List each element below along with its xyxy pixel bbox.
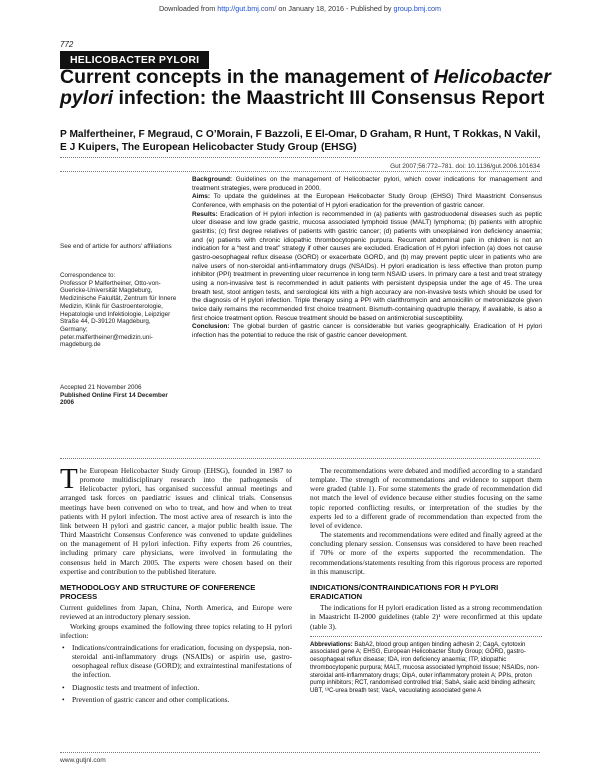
- abstract: [192, 176, 542, 340]
- article-title: [60, 67, 560, 109]
- banner-prefix: Downloaded from: [158, 4, 218, 13]
- section-heading: METHODOLOGY AND STRUCTURE OF CONFERENCE PROCESS: [60, 582, 256, 602]
- drop-cap: T: [60, 463, 78, 495]
- intro-text: he European Helicobacter Study Group (EHSG), founded in 1987 to promote multidisciplinary research into the pathogenesis of Helicobacter pylori, has organised successful annual meetings and arranged task forces on paediatric issues and clinical trials. Consensus meetings have been convened on who to treat, and how and when to treat patients with H pylori infection. The most active area of research is into the link between H pylori and gastric cancer, a major public health issue. The Third Maastricht Consensus Conference was convened to update guidelines on the management of H pylori infection. Fifty experts from 26 countries, including primary care physicians, were involved in formulating the consensus held in March 2005. The experts were chosen based on their expertise and contribution to the published literature.: [60, 466, 292, 576]
- publication-dates: [60, 384, 178, 407]
- paragraph: The recommendations were debated and modified according to a standard template. The strength of recommendations and evidence to support them were graded (table 1). For some statements the grade of recommendation did not match the level of evidence because either studies focusing on the same topic reported conflicting results, or interpretation of the studies by the experts led to a different grade of recommendation than expected from the level of evidence.: [310, 466, 542, 530]
- abbreviations-label: Abbreviations:: [310, 640, 353, 648]
- divider: [60, 458, 540, 459]
- abstract-results: [192, 211, 542, 324]
- paragraph: The statements and recommendations were edited and finally agreed at the concluding plenary session. Consensus was considered to have been reached if 70% or more of the experts supported the recommendation. The recommendations/statements resulting from this rigorous process are reported in this manuscript.: [310, 530, 542, 576]
- citation: Gut 2007;56:772–781. doi: 10.1136/gut.2006.101634: [390, 163, 540, 170]
- correspondence-text: Professor P Malfertheiner, Otto-von-Guericke-Universität Magdeburg, Medizinische Fakultät, Zentrum für Innere Medizin, Klinik für Gastroenterologie, Hepatologie und Infektiologie, Leipziger Straße 44, D-39120 Magdeburg, Germany; peter.malfertheiner@medizin.uni-magdeburg.de: [60, 279, 177, 349]
- author-list: P Malfertheiner, F Megraud, C O’Morain, F Bazzoli, E El-Omar, D Graham, R Hunt, T Rokkas, N Vakil, E J Kuipers, The European Helicobacter Study Group (EHSG): [60, 129, 541, 153]
- left-column: [60, 463, 292, 707]
- download-banner: [0, 4, 600, 13]
- abstract-label: Results:: [192, 210, 218, 218]
- abstract-aims: [192, 193, 542, 210]
- section-heading: INDICATIONS/CONTRAINDICATIONS FOR H PYLORI ERADICATION: [310, 582, 499, 602]
- publisher-link[interactable]: group.bmj.com: [393, 4, 442, 13]
- list-item: • Prevention of gastric cancer and other complications.: [60, 695, 292, 704]
- list-item: • Diagnostic tests and treatment of infection.: [60, 683, 292, 692]
- accepted-date: Accepted 21 November 2006: [60, 384, 142, 391]
- right-column: [310, 466, 542, 695]
- abbreviations-text: BabA2, blood group antigen binding adhesin 2; CagA, cytotoxin associated gene A; EHSG, European Helicobacter Study Group; GORD, gastro-oesophageal reflux disease; IDA, iron deficiency anaemia; ITP, idiopathic thrombocytopenic purpura; MALT, mucosa associated lymphoid tissue; NSAIDs, non-steroidal anti-inflammatory drugs; OipA, outer inflammatory protein A; PPIs, proton pump inhibitors; RCT, randomised controlled trial; SabA, sialic acid binding adhesin; UBT, ¹³C-urea breath test; VacA, vacuolating associated gene A: [310, 640, 540, 694]
- divider: [60, 752, 540, 753]
- intro-paragraph: [60, 463, 292, 576]
- topic-list: [60, 643, 292, 704]
- abstract-text: To update the guidelines at the European Helicobacter Study Group (EHSG) Third Maastricht Consensus Conference, with emphasis on the potential of H pylori eradication for the prevention of gastric cancer.: [192, 193, 542, 209]
- divider: [60, 171, 540, 172]
- title-part-2: infection: the Maastricht III Consensus Report: [113, 87, 545, 109]
- published-online-date: Published Online First 14 December 2006: [60, 391, 168, 407]
- section-tag: HELICOBACTER PYLORI: [60, 51, 209, 69]
- footer-url[interactable]: www.gutjnl.com: [60, 757, 106, 764]
- banner-middle: on January 18, 2016 - Published by: [276, 4, 394, 13]
- abstract-label: Conclusion:: [192, 323, 230, 331]
- abstract-conclusion: [192, 323, 542, 340]
- correspondence-label: Correspondence to:: [60, 272, 116, 279]
- paragraph: Working groups examined the following three topics relating to H pylori infection:: [60, 621, 292, 640]
- abstract-text: Guidelines on the management of Helicobacter pylori, which cover indications for management and treatment strategies, were produced in 2000.: [192, 176, 542, 192]
- affiliations-note[interactable]: See end of article for authors’ affiliations: [60, 243, 172, 250]
- abstract-background: [192, 176, 542, 193]
- abstract-text: Eradication of H pylori infection is recommended in (a) patients with gastroduodenal diseases such as peptic ulcer disease and low grade gastric, mucosa associated lymphoid tissue (MALT) lymphoma; (b) patients with atrophic gastritis; (c) first degree relatives of patients with gastric cancer; (d) patients with unexplained iron deficiency anaemia; and (e) patients with chronic idiopathic thrombocytopenic purpura. Recurrent abdominal pain in children is not an indication for a “test and treat” strategy if other causes are excluded. Eradication of H pylori infection (a) does not cause gastro-oesophageal reflux disease (GORD) or exacerbate GORD, and (b) may prevent peptic ulcer in patients who are naïve users of non-steroidal anti-inflammatory drugs (NSAIDs). H pylori eradication is less effective than proton pump inhibitor (PPI) treatment in preventing ulcer recurrence in long term NSAID users. In primary care a test and treat strategy using a non-invasive test is recommended in adult patients with persistent dyspepsia under the age of 45. The urea breath test, stool antigen tests, and serological kits with a high accuracy are non-invasive tests which should be used for the diagnosis of H pylori infection. Triple therapy using a PPI with clarithromycin and amoxicillin or metronidazole given twice daily remains the recommended first choice treatment. Bismuth-containing quadruple therapy, if available, is also a first choice treatment option. Rescue treatment should be based on antimicrobial susceptibility.: [192, 210, 542, 322]
- abbreviations-box: [310, 636, 542, 695]
- correspondence: [60, 272, 178, 349]
- divider: [60, 157, 540, 158]
- page-number: 772: [60, 40, 74, 49]
- paragraph: The indications for H pylori eradication listed as a strong recommendation in Maastricht II-2000 guidelines (table 2)¹ were reconfirmed at this update (table 3).: [310, 603, 542, 631]
- title-italic: Helicobacter pylori: [60, 66, 551, 109]
- abstract-label: Background:: [192, 176, 233, 183]
- title-part-1: Current concepts in the management of: [60, 66, 434, 88]
- list-item: • Indications/contraindications for eradication, focusing on dyspepsia, non-steroidal anti-inflammatory drugs (NSAIDs) or aspirin use, gastro-oesophageal reflux disease (GORD); and extraintestinal manifestations of the infection.: [60, 643, 292, 680]
- paragraph: Current guidelines from Japan, China, North America, and Europe were reviewed at an introductory plenary session.: [60, 603, 292, 622]
- abstract-label: Aims:: [192, 193, 211, 201]
- abstract-text: The global burden of gastric cancer is considerable but varies geographically. Eradication of H pylori infection has the potential to reduce the risk of gastric cancer development.: [192, 323, 542, 339]
- site-link[interactable]: http://gut.bmj.com/: [217, 4, 277, 13]
